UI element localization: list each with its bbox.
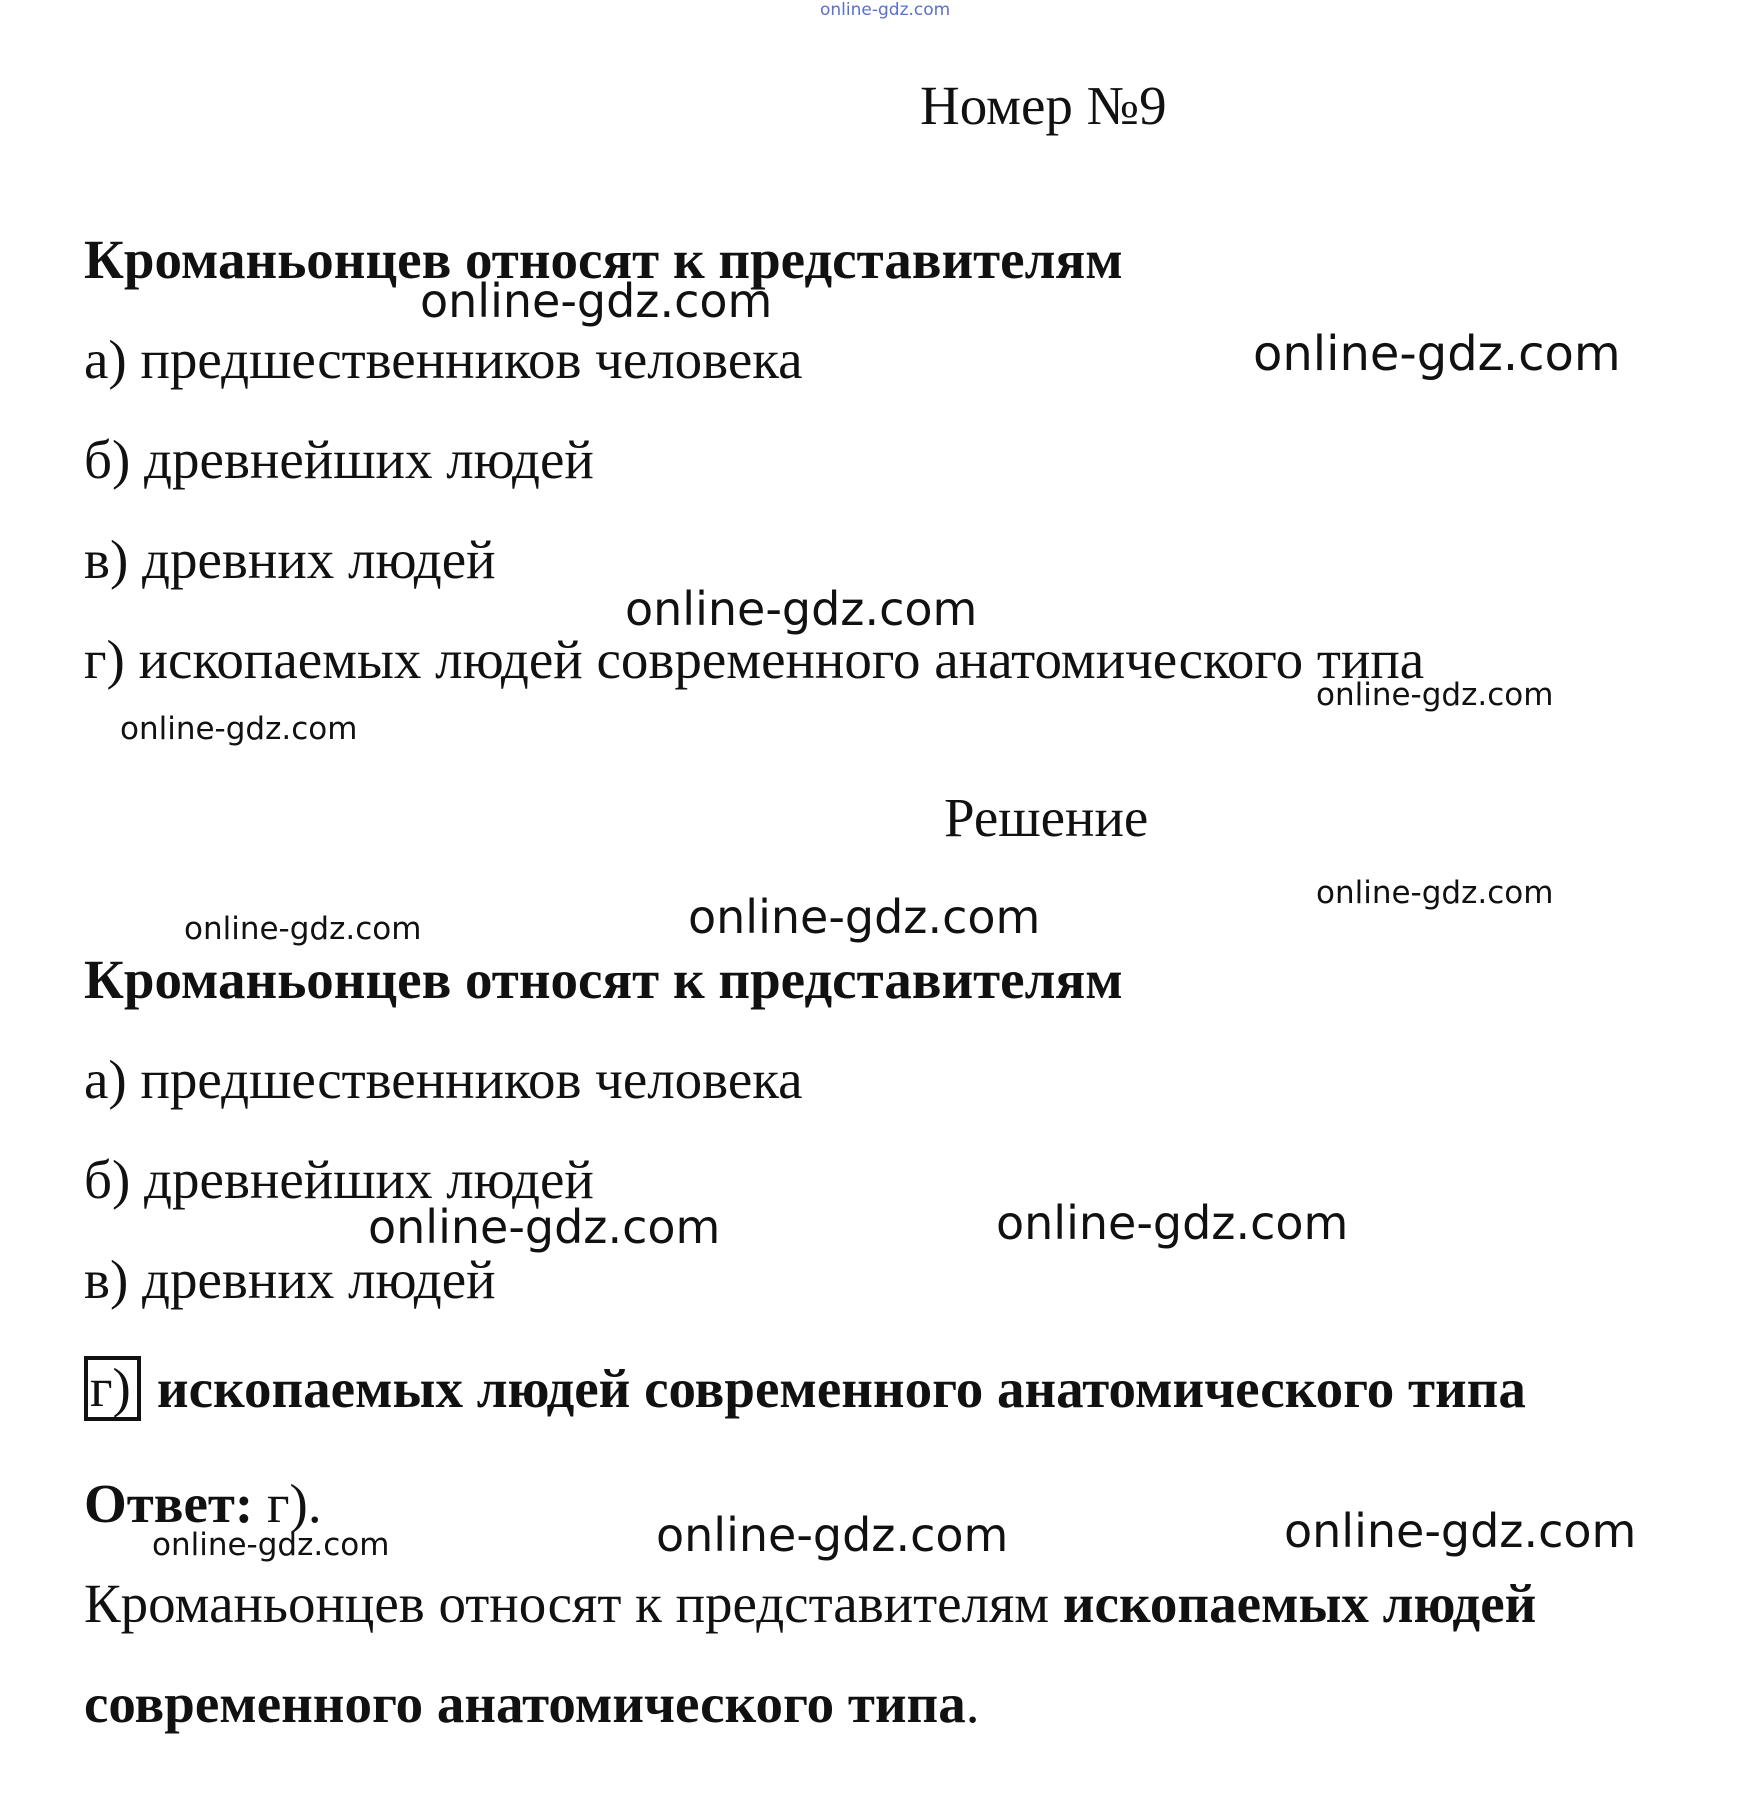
solution-question-text: Кроманьонцев относят к представителям — [84, 949, 1123, 1010]
watermark: online-gdz.com — [996, 1196, 1349, 1250]
selected-answer-option — [84, 1356, 1526, 1421]
answer-line — [84, 1473, 322, 1534]
watermark: online-gdz.com — [1316, 875, 1554, 911]
explanation-plain-text: Кроманьонцев относят к представителям — [84, 1573, 1063, 1634]
selected-answer-text: ископаемых людей современного анатомического типа — [156, 1358, 1526, 1419]
explanation-bold-text-1: ископаемых людей — [1062, 1573, 1537, 1634]
answer-value: г). — [253, 1473, 322, 1534]
watermark: online-gdz.com — [1284, 1504, 1637, 1558]
watermark: online-gdz.com — [420, 274, 773, 328]
solution-title: Решение — [944, 787, 1149, 848]
watermark: online-gdz.com — [1316, 677, 1554, 713]
solution-option-c: в) древних людей — [84, 1249, 496, 1310]
question-option-b: б) древнейших людей — [84, 429, 594, 490]
explanation-end: . — [965, 1673, 980, 1734]
watermark: online-gdz.com — [656, 1508, 1009, 1562]
answer-label: Ответ: — [84, 1473, 254, 1534]
question-text: Кроманьонцев относят к представителям — [84, 229, 1123, 290]
explanation-line-1 — [84, 1573, 1537, 1634]
watermark: online-gdz.com — [688, 890, 1041, 944]
question-option-d: г) ископаемых людей современного анатомического типа — [84, 629, 1425, 690]
explanation-bold-text-2: современного анатомического типа — [84, 1673, 966, 1734]
watermark: online-gdz.com — [184, 911, 422, 947]
question-option-a: а) предшественников человека — [84, 329, 803, 390]
watermark: online-gdz.com — [152, 1527, 390, 1563]
watermark: online-gdz.com — [625, 582, 978, 636]
watermark: online-gdz.com — [368, 1200, 721, 1254]
selected-answer-letter: г) — [84, 1356, 141, 1421]
top-watermark: online-gdz.com — [820, 0, 951, 20]
watermark: online-gdz.com — [1253, 326, 1621, 382]
page-title: Номер №9 — [920, 75, 1167, 136]
explanation-line-2 — [84, 1673, 980, 1734]
solution-option-a: а) предшественников человека — [84, 1049, 803, 1110]
question-option-c: в) древних людей — [84, 529, 496, 590]
solution-option-b: б) древнейших людей — [84, 1149, 594, 1210]
watermark: online-gdz.com — [120, 711, 358, 747]
